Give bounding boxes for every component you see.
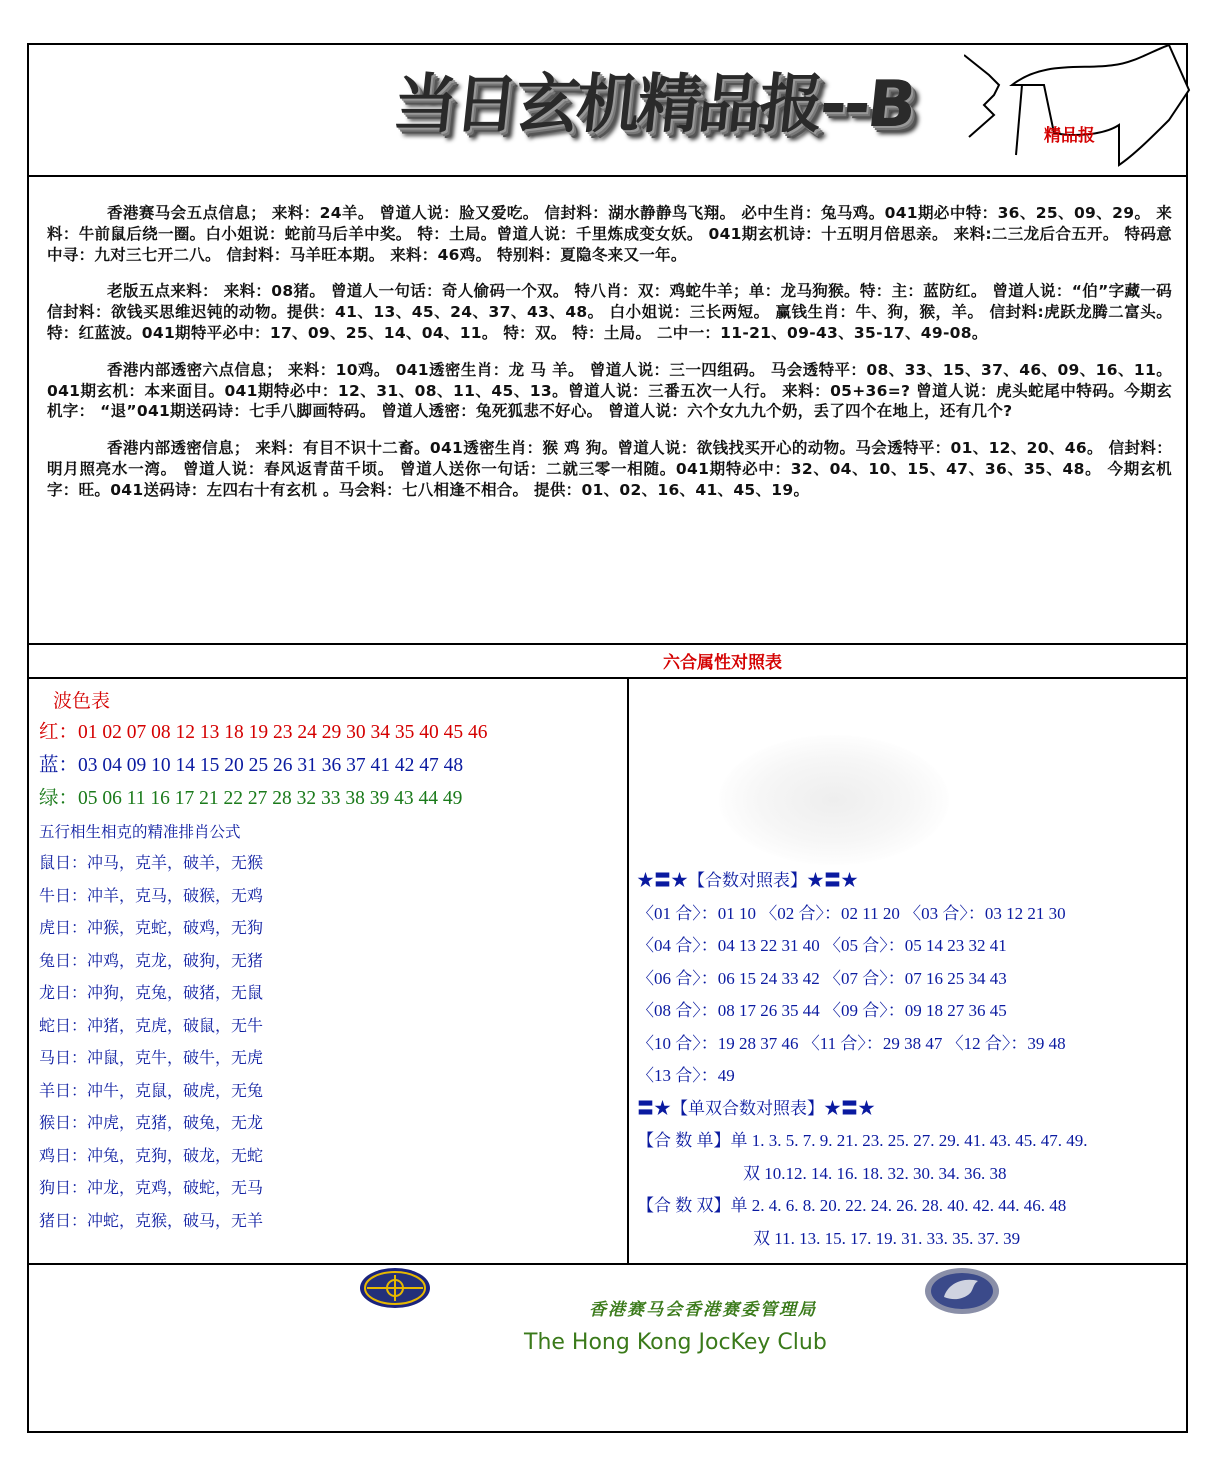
horse-head-logo-right <box>924 1267 1000 1315</box>
wave-green-row: 绿：05 06 11 16 17 21 22 27 28 32 33 38 39 43 44 49 <box>39 788 463 809</box>
column-divider <box>627 677 629 1263</box>
info-paragraph: 香港赛马会五点信息； 来料：24羊。 曾道人说：脸又爱吃。 信封料：湖水静静鸟飞翔。 必中生肖：兔马鸡。041期必中特：36、25、09、29。 来料：牛前鼠后绕一圈。白小姐说：蛇前马后羊中奖。 特：土局。曾道人说：千里炼成变女妖。 041期玄机诗：十五明月倍思亲。 来料:二三龙后合五开。 特码意中寻：九对三七开二八。 信封料：马羊旺本期。 来料：46鸡。 特别料：夏隐冬来又一年。 <box>47 204 1172 264</box>
zodiac-row: 龙日：冲狗，克兔，破猪，无鼠 <box>39 983 264 1002</box>
zodiac-row: 猪日：冲蛇，克猴，破马，无羊 <box>39 1210 264 1230</box>
zodiac-row: 狗日：冲龙，克鸡，破蛇，无马 <box>39 1178 264 1197</box>
blurred-image <box>719 735 949 865</box>
jockey-club-logo-left <box>359 1267 431 1309</box>
zodiac-row: 羊日：冲牛，克鼠，破虎，无兔 <box>39 1080 264 1100</box>
sum-row: 〈04 合〉：04 13 22 31 40 〈05 合〉：05 14 23 32 41 <box>637 936 1007 955</box>
info-paragraph: 香港内部透密信息； 来料：有目不识十二畜。041透密生肖：猴 鸡 狗。曾道人说：欲钱找买开心的动物。马会透特平：01、12、20、46。 信封料：明月照亮水一湾。 曾道人说：春风返青苗千顷。 曾道人送你一句话：二就三零一相随。041期特必中：32、04、10、15、47、36、35、48。 今期玄机字：旺。041送码诗：左四右十有玄机 。马会料：七八相逢不相合。 提供：01、02、16、41、45、19。 <box>47 439 1172 499</box>
wave-red-row: 红：01 02 07 08 12 13 18 19 23 24 29 30 34 35 40 45 46 <box>39 722 488 743</box>
info-paragraph: 老版五点来料： 来料：08猪。 曾道人一句话：奇人偷码一个双。 特八肖：双：鸡蛇牛羊；单：龙马狗猴。特：主：蓝防红。 曾道人说：“伯”字藏一码信封料：欲钱买思维迟钝的动物。提供：41、13、45、24、37、43、48。 白小姐说：三长两短。 赢钱生肖：牛、狗，猴，羊。 信封料:虎跃龙腾二富头。 特：红蓝波。041期特平必中：17、09、25、14、04、11。 特：双。 特：土局。 二中一：11-21、09-43、35-17、49-08。 <box>47 282 1172 342</box>
ribbon-label: 精品报 <box>1044 126 1095 146</box>
left-column <box>39 680 619 1237</box>
formula-title: 五行相生相克的精准排肖公式 <box>39 823 241 841</box>
odd-sum-row: 【合 数 单】单 1. 3. 5. 7. 9. 21. 23. 25. 27. 29. 41. 43. 45. 47. 49. <box>637 1131 1088 1150</box>
wave-blue-row: 蓝：03 04 09 10 14 15 20 25 26 31 36 37 41 42 47 48 <box>39 755 464 776</box>
wave-title: 波色表 <box>53 690 111 712</box>
zodiac-row: 鼠日：冲马，克羊，破羊，无猴 <box>39 853 264 872</box>
zodiac-row: 牛日：冲羊，克马，破猴，无鸡 <box>39 885 264 905</box>
organization-name-cn: 香港赛马会香港赛委管理局 <box>589 1300 817 1320</box>
info-paragraph: 香港内部透密六点信息； 来料：10鸡。 041透密生肖：龙 马 羊。 曾道人说：三一四组码。 马会透特平：08、33、15、37、46、09、16、11。041期玄机：本来面目。041期特必中：12、31、08、11、45、13。曾道人说：三番五次一人行。 来料：05+36=? 曾道人说：虎头蛇尾中特码。今期玄机字： “退”041期送码诗：七手八脚画特码。 曾道人透密：兔死狐悲不好心。 曾道人说：六个女九九个奶，丢了四个在地上，还有几个? <box>47 360 1172 421</box>
heading-odd-even-table: 〓★【单双合数对照表】★〓★ <box>637 1098 875 1118</box>
page-frame <box>27 43 1188 1433</box>
sum-row: 〈08 合〉：08 17 26 35 44 〈09 合〉：09 18 27 36 45 <box>637 1001 1007 1020</box>
banner-title: 当日玄机精品报--B <box>389 68 918 142</box>
zodiac-row: 兔日：冲鸡，克龙，破狗，无猪 <box>39 950 264 970</box>
ribbon-icon <box>964 45 1204 175</box>
even-sum-row-cont: 双 11. 13. 15. 17. 19. 31. 33. 35. 37. 39 <box>753 1228 1021 1248</box>
right-column <box>637 865 1177 1255</box>
zodiac-row: 鸡日：冲兔，克狗，破龙，无蛇 <box>39 1145 264 1165</box>
heading-sum-table: ★〓★【合数对照表】★〓★ <box>637 871 858 890</box>
zodiac-row: 猴日：冲虎，克猪，破兔，无龙 <box>39 1113 264 1132</box>
info-section <box>47 203 1172 517</box>
divider <box>29 677 1186 679</box>
odd-sum-row-cont: 双 10.12. 14. 16. 18. 32. 30. 34. 36. 38 <box>743 1163 1007 1183</box>
sum-row: 〈01 合〉：01 10 〈02 合〉：02 11 20 〈03 合〉：03 12 21 30 <box>637 903 1066 923</box>
divider <box>29 643 1186 645</box>
zodiac-row: 马日：冲鼠，克牛，破牛，无虎 <box>39 1048 264 1067</box>
zodiac-row: 虎日：冲猴，克蛇，破鸡，无狗 <box>39 918 264 937</box>
divider <box>29 175 1186 177</box>
zodiac-row: 蛇日：冲猪，克虎，破鼠，无牛 <box>39 1015 264 1035</box>
sum-row: 〈06 合〉：06 15 24 33 42 〈07 合〉：07 16 25 34 43 <box>637 968 1007 988</box>
even-sum-row: 【合 数 双】单 2. 4. 6. 8. 20. 22. 24. 26. 28. 40. 42. 44. 46. 48 <box>637 1196 1067 1215</box>
sum-row: 〈13 合〉：49 <box>637 1066 735 1085</box>
sum-row: 〈10 合〉：19 28 37 46 〈11 合〉：29 38 47 〈12 合〉：39 48 <box>637 1033 1066 1053</box>
table-title: 六合属性对照表 <box>663 653 782 673</box>
divider <box>29 1263 1186 1265</box>
organization-name-en: The Hong Kong JocKey Club <box>524 1330 827 1355</box>
